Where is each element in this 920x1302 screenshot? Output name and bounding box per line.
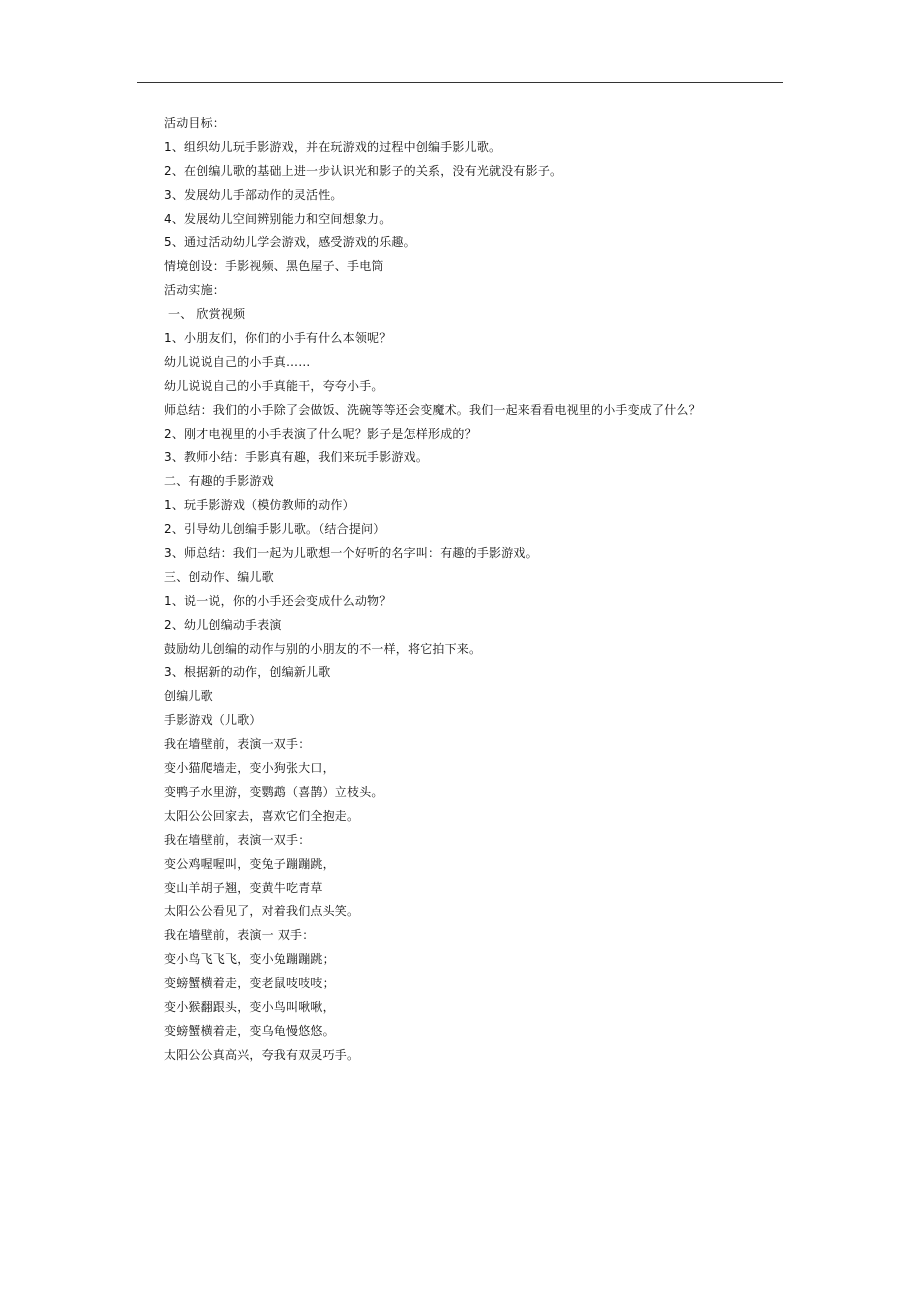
text-line: 变螃蟹横着走，变乌龟慢悠悠。 — [164, 1023, 335, 1038]
text-line: 变山羊胡子翘，变黄牛吃青草 — [164, 880, 323, 895]
text-line: 3、发展幼儿手部动作的灵活性。 — [164, 187, 343, 202]
text-line: 二、有趣的手影游戏 — [164, 474, 274, 489]
text-line: 变螃蟹横着走，变老鼠吱吱吱； — [164, 976, 335, 991]
document-body — [164, 112, 764, 1068]
text-line: 手影游戏（儿歌） — [164, 713, 262, 728]
text-line: 2、引导幼儿创编手影儿歌。（结合提问） — [164, 522, 386, 537]
text-line: 1、小朋友们，你们的小手有什么本领呢？ — [164, 331, 392, 346]
text-line: 变小猴翻跟头，变小鸟叫啾啾， — [164, 999, 335, 1014]
text-line: 活动目标： — [164, 116, 226, 130]
text-line: 师总结：我们的小手除了会做饭、洗碗等等还会变魔术。我们一起来看看电视里的小手变成了什么？ — [164, 402, 701, 417]
text-line: 三、创动作、编儿歌 — [164, 569, 274, 584]
text-line: 5、通过活动幼儿学会游戏，感受游戏的乐趣。 — [164, 235, 416, 250]
text-line: 变鸭子水里游，变鹦鹉（喜鹊）立枝头。 — [164, 784, 384, 799]
text-line: 幼儿说说自己的小手真…… — [164, 354, 311, 369]
text-line: 变小猫爬墙走，变小狗张大口， — [164, 761, 335, 776]
text-line: 2、幼儿创编动手表演 — [164, 617, 282, 632]
text-line: 一、 欣赏视频 — [168, 307, 246, 322]
text-line: 3、教师小结：手影真有趣，我们来玩手影游戏。 — [164, 450, 429, 465]
text-line: 太阳公公真高兴，夸我有双灵巧手。 — [164, 1047, 360, 1062]
text-line: 创编儿歌 — [164, 689, 213, 704]
text-line: 变公鸡喔喔叫，变兔子蹦蹦跳， — [164, 856, 335, 871]
text-line: 我在墙壁前，表演一 双手： — [164, 928, 315, 943]
text-line: 幼儿说说自己的小手真能干，夸夸小手。 — [164, 378, 384, 393]
text-line: 鼓励幼儿创编的动作与别的小朋友的不一样，将它拍下来。 — [164, 641, 482, 656]
text-line: 太阳公公回家去，喜欢它们全抱走。 — [164, 808, 360, 823]
text-line: 太阳公公看见了，对着我们点头笑。 — [164, 904, 360, 919]
text-line: 1、玩手影游戏（模仿教师的动作） — [164, 498, 355, 513]
text-line: 4、发展幼儿空间辨别能力和空间想象力。 — [164, 211, 392, 226]
text-line: 3、根据新的动作，创编新儿歌 — [164, 665, 331, 680]
text-line: 变小鸟飞飞飞，变小兔蹦蹦跳； — [164, 952, 335, 967]
text-line: 活动实施： — [164, 283, 226, 298]
text-line: 1、组织幼儿玩手影游戏，并在玩游戏的过程中创编手影儿歌。 — [164, 139, 502, 154]
text-line: 2、在创编儿歌的基础上进一步认识光和影子的关系，没有光就没有影子。 — [164, 163, 563, 178]
text-line: 3、师总结：我们一起为儿歌想一个好听的名字叫：有趣的手影游戏。 — [164, 546, 538, 561]
text-line: 我在墙壁前，表演一双手： — [164, 832, 311, 847]
text-line: 我在墙壁前，表演一双手： — [164, 737, 311, 752]
text-line: 1、说一说，你的小手还会变成什么动物？ — [164, 593, 392, 608]
text-line: 2、刚才电视里的小手表演了什么呢？影子是怎样形成的？ — [164, 426, 477, 441]
header-rule — [137, 82, 783, 83]
text-line: 情境创设：手影视频、黑色屋子、手电筒 — [164, 259, 384, 274]
